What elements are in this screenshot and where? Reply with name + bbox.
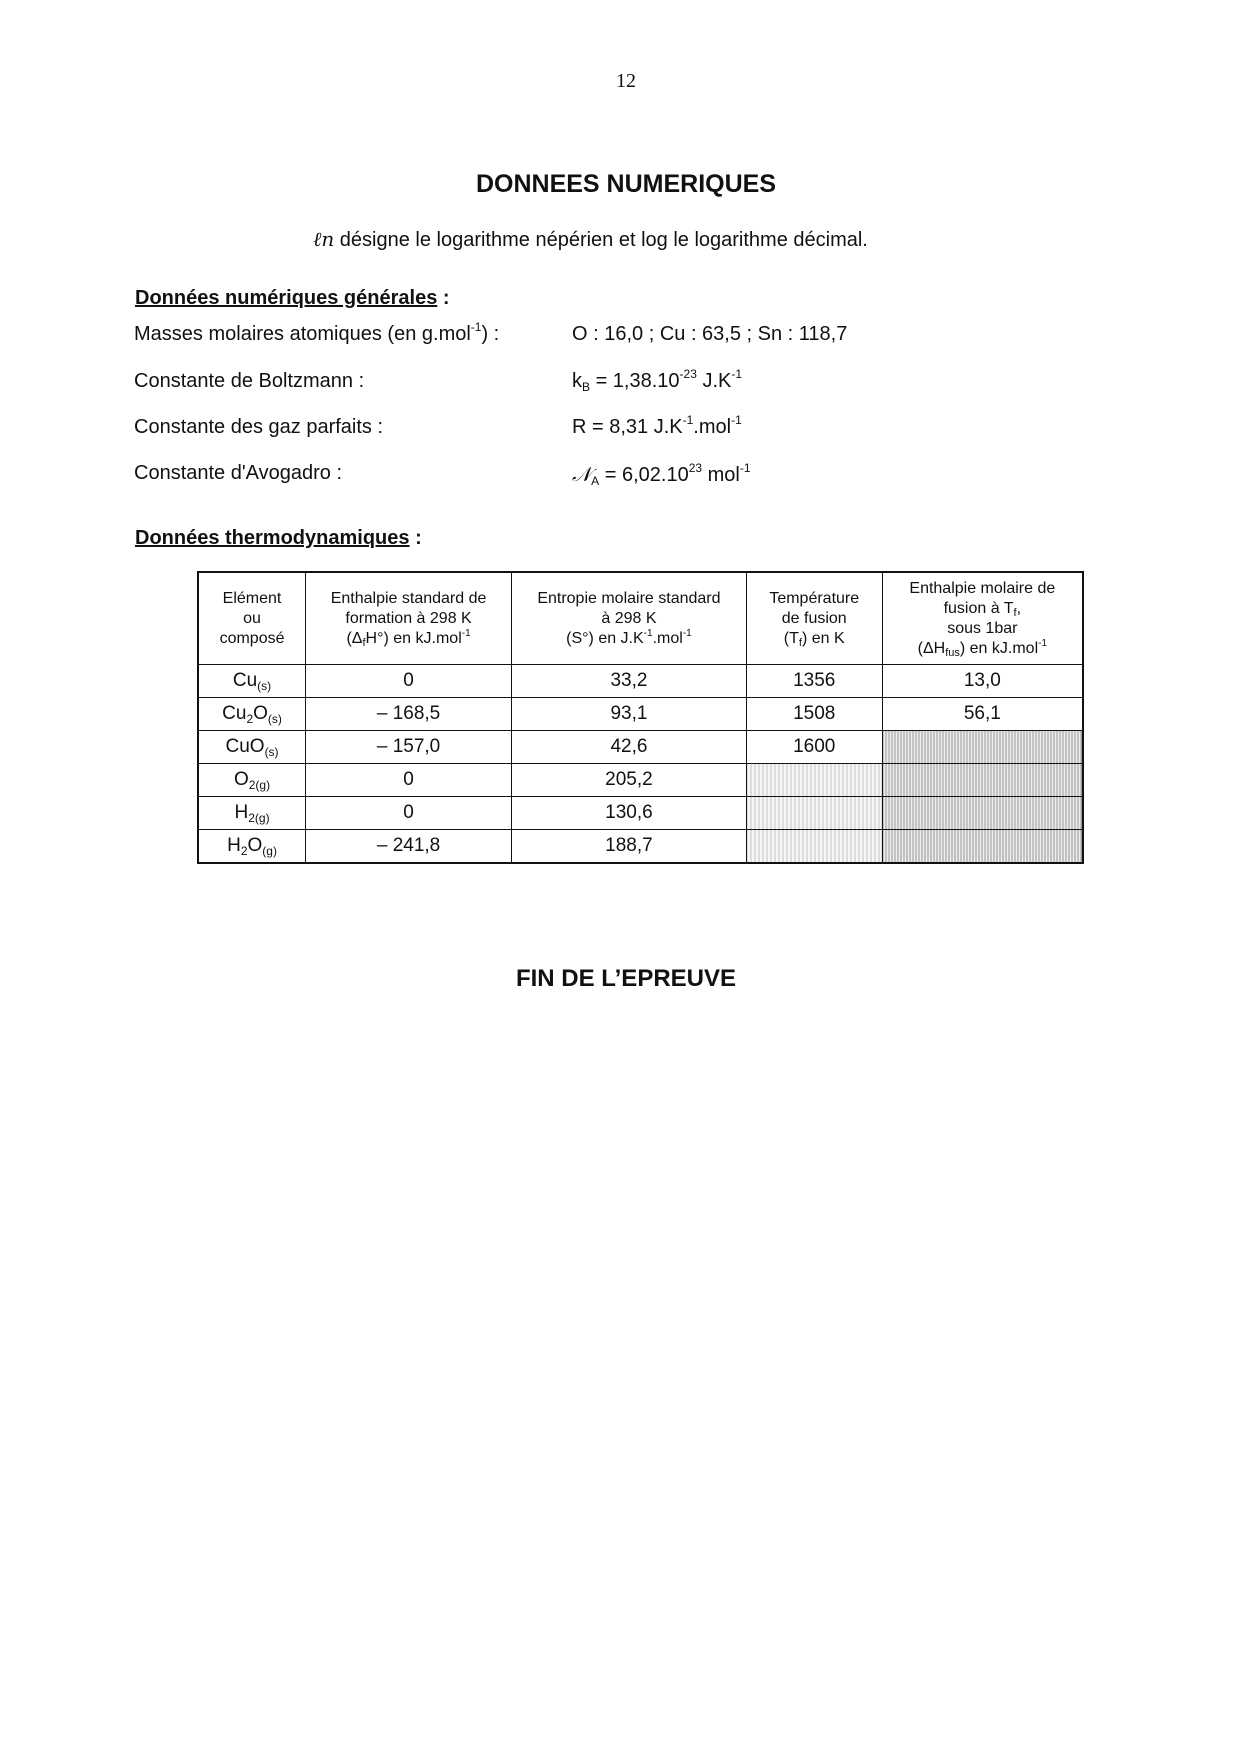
gas-constant-label: Constante des gaz parfaits : [134,416,384,438]
header-fusion-enthalpy-line-2b: , [1016,599,1022,617]
table-row [198,764,1083,797]
header-molar-entropy-sup-1: -1 [643,627,653,639]
avogadro-unit: mol [702,464,740,486]
compound-subscript: (s) [257,679,272,693]
avogadro-number: = 6,02.10 [599,464,689,486]
header-element-line-3: composé [219,629,285,647]
avogadro-value [572,462,751,487]
formation-enthalpy-cell: 0 [306,665,512,698]
avogadro-exponent: 23 [688,461,703,475]
header-formation-enthalpy-sub: f [362,636,366,649]
compound-formula-b: O [253,703,268,724]
fusion-temperature-cell-shaded [746,830,882,864]
header-molar-entropy-sup-2: -1 [682,627,692,639]
header-fusion-enthalpy-line-4a: (ΔH [917,639,946,657]
compound-cell [198,797,306,830]
header-molar-entropy [512,572,747,665]
header-fusion-enthalpy [882,572,1083,665]
fusion-enthalpy-cell-shaded [882,830,1083,864]
boltzmann-unit: J.K [696,370,732,392]
molar-mass-label-exponent: -1 [470,320,482,334]
boltzmann-symbol-sub: B [582,380,591,394]
thermo-data-heading-colon: : [409,527,422,549]
avogadro-label: Constante d'Avogadro : [134,462,343,484]
table-header-row [198,572,1083,665]
compound-subscript: 2 [240,844,248,858]
thermo-data-heading-text: Données thermodynamiques [135,527,410,549]
boltzmann-unit-exponent: -1 [731,367,743,381]
gas-constant-value [572,413,742,439]
compound-subscript: (s) [264,745,279,759]
header-formation-enthalpy-line-1: Enthalpie standard de [330,589,487,607]
compound-cell [198,731,306,764]
thermodynamic-data-table [197,571,1084,864]
fusion-temperature-cell: 1356 [746,665,882,698]
general-data-heading-text: Données numériques générales [135,287,438,309]
header-fusion-enthalpy-line-1: Enthalpie molaire de [909,579,1056,597]
avogadro-symbol: 𝒩 [572,462,592,486]
compound-subscript-b: (s) [267,712,282,726]
fusion-enthalpy-cell-shaded [882,797,1083,830]
header-molar-entropy-line-2: à 298 K [601,609,657,627]
fusion-enthalpy-cell-shaded [882,764,1083,797]
table-row [198,665,1083,698]
header-formation-enthalpy-line-3a: (Δ [346,629,363,647]
formation-enthalpy-cell: – 241,8 [306,830,512,864]
table-row [198,698,1083,731]
compound-cell [198,698,306,731]
fusion-enthalpy-cell: 56,1 [882,698,1083,731]
compound-formula: Cu [222,703,247,724]
header-fusion-enthalpy-line-4-sup: -1 [1038,637,1048,649]
molar-mass-label [134,320,500,346]
table-row [198,731,1083,764]
compound-formula: O [233,769,249,790]
compound-subscript-b: (g) [262,844,277,858]
table-row [198,797,1083,830]
formation-enthalpy-cell: 0 [306,797,512,830]
header-element-line-1: Elément [222,589,282,607]
header-fusion-enthalpy-line-4-sub: fus [945,646,960,659]
header-formation-enthalpy-line-2: formation à 298 K [345,609,472,627]
compound-subscript: 2(g) [248,811,270,825]
entropy-cell: 33,2 [512,665,747,698]
boltzmann-value [572,367,743,394]
gas-constant-exponent-1: -1 [682,413,694,427]
header-fusion-enthalpy-line-3: sous 1bar [947,619,1018,637]
general-data-heading-colon: : [437,287,450,309]
avogadro-symbol-sub: A [591,474,600,488]
compound-subscript: 2 [246,712,254,726]
boltzmann-number: = 1,38.10 [590,370,680,392]
molar-mass-value: O : 16,0 ; Cu : 63,5 ; Sn : 118,7 [572,323,848,345]
header-fusion-enthalpy-line-2a: fusion à T [943,599,1014,617]
logarithm-note [313,227,868,252]
boltzmann-symbol: k [572,370,582,392]
header-molar-entropy-line-1: Entropie molaire standard [537,589,721,607]
fusion-enthalpy-cell-shaded [882,731,1083,764]
compound-cell [198,830,306,864]
header-fusion-temperature-line-2: de fusion [781,609,847,627]
fusion-temperature-cell: 1600 [746,731,882,764]
header-fusion-enthalpy-line-4b: ) en kJ.mol [959,639,1039,657]
fusion-temperature-cell-shaded [746,797,882,830]
gas-constant-unit: .mol [693,416,732,438]
gas-constant-exponent-2: -1 [731,413,742,427]
header-formation-enthalpy-sup: -1 [461,627,471,639]
header-fusion-temperature-sub: f [798,636,802,649]
formation-enthalpy-cell: 0 [306,764,512,797]
header-fusion-temperature-line-3a: (T [783,629,799,647]
thermo-data-heading [135,527,422,550]
formation-enthalpy-cell: – 157,0 [306,731,512,764]
compound-formula: CuO [225,736,265,757]
header-molar-entropy-line-3a: (S°) en J.K [566,629,644,647]
header-fusion-temperature-line-1: Température [769,589,860,607]
molar-mass-label-text: Masses molaires atomiques (en g.mol [134,323,471,345]
entropy-cell: 205,2 [512,764,747,797]
ln-symbol: ℓn [313,227,335,251]
avogadro-unit-exponent: -1 [739,461,751,475]
fusion-temperature-cell: 1508 [746,698,882,731]
compound-cell [198,665,306,698]
header-fusion-enthalpy-line-2-sub: f [1013,606,1017,619]
page-number: 12 [616,70,636,92]
table-row [198,830,1083,864]
molar-mass-label-end: ) : [481,323,500,345]
header-molar-entropy-line-3b: .mol [652,629,683,647]
logarithm-note-text: désigne le logarithme népérien et log le logarithme décimal. [334,229,868,251]
compound-formula-b: O [247,835,263,856]
header-formation-enthalpy [306,572,512,665]
entropy-cell: 93,1 [512,698,747,731]
general-data-heading [135,287,450,310]
header-fusion-temperature-line-3b: ) en K [801,629,845,647]
header-fusion-temperature [746,572,882,665]
fusion-temperature-cell-shaded [746,764,882,797]
page-title: DONNEES NUMERIQUES [475,170,777,198]
compound-formula: Cu [232,670,258,691]
fusion-enthalpy-cell: 13,0 [882,665,1083,698]
entropy-cell: 130,6 [512,797,747,830]
header-formation-enthalpy-line-3b: H°) en kJ.mol [365,629,462,647]
end-of-exam-title: FIN DE L’EPREUVE [515,965,737,992]
entropy-cell: 188,7 [512,830,747,864]
entropy-cell: 42,6 [512,731,747,764]
boltzmann-label: Constante de Boltzmann : [134,370,365,392]
compound-subscript: 2(g) [248,778,271,792]
compound-formula: H [234,802,249,823]
formation-enthalpy-cell: – 168,5 [306,698,512,731]
header-element [198,572,306,665]
gas-constant-number: R = 8,31 J.K [572,416,683,438]
boltzmann-exponent: -23 [679,367,697,381]
header-element-line-2: ou [243,609,261,627]
compound-formula: H [227,835,241,856]
compound-cell [198,764,306,797]
